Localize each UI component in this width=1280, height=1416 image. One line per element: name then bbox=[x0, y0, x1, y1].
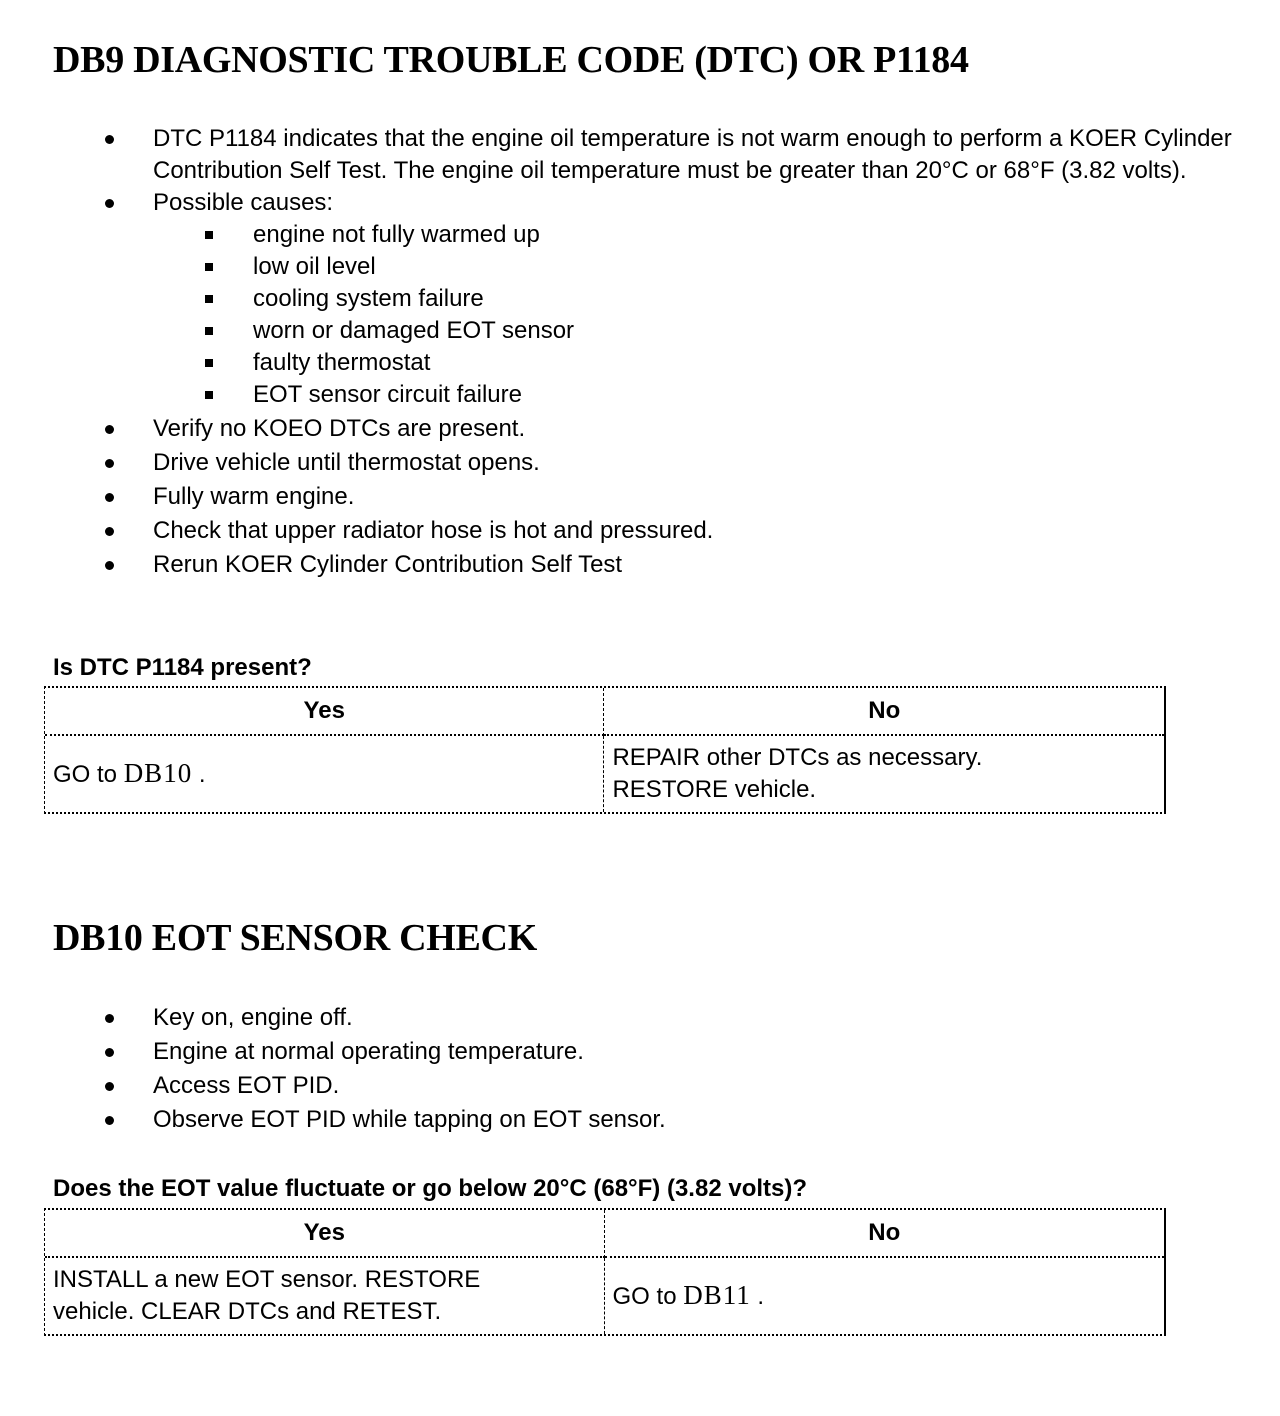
action-line: vehicle. CLEAR DTCs and RETEST. bbox=[53, 1298, 442, 1325]
list-item bbox=[0, 413, 1240, 445]
square-bullet-icon bbox=[205, 359, 213, 367]
db9-steps-list bbox=[0, 123, 1240, 583]
bullet-icon bbox=[105, 1116, 114, 1125]
bullet-icon bbox=[105, 1014, 114, 1023]
sub-list-item bbox=[153, 219, 1240, 251]
list-item bbox=[0, 1104, 1240, 1136]
square-bullet-icon bbox=[205, 391, 213, 399]
goto-link-db10[interactable]: DB10 bbox=[123, 758, 193, 788]
goto-prefix: GO to bbox=[53, 761, 124, 788]
list-item bbox=[0, 123, 1233, 187]
table-header-row bbox=[45, 1210, 1164, 1258]
list-item bbox=[0, 1002, 1240, 1034]
square-bullet-icon bbox=[205, 231, 213, 239]
sub-list-item-text: engine not fully warmed up bbox=[253, 221, 540, 248]
goto-suffix: . bbox=[192, 761, 206, 788]
list-item bbox=[0, 1036, 1240, 1068]
list-item-text: Check that upper radiator hose is hot and pressured. bbox=[153, 517, 714, 544]
list-item-text: Verify no KOEO DTCs are present. bbox=[153, 415, 526, 442]
action-line: RESTORE vehicle. bbox=[612, 776, 817, 803]
bullet-icon bbox=[105, 199, 114, 208]
sub-list-item bbox=[153, 283, 1240, 315]
sub-list-item bbox=[153, 379, 1240, 411]
sub-list-item bbox=[153, 347, 1240, 379]
bullet-icon bbox=[105, 1048, 114, 1057]
sub-list-item bbox=[153, 251, 1240, 283]
bullet-icon bbox=[105, 425, 114, 434]
action-line: REPAIR other DTCs as necessary. bbox=[612, 744, 983, 771]
list-item bbox=[0, 187, 1240, 411]
list-item-text: Access EOT PID. bbox=[153, 1072, 340, 1099]
section-heading-db9: DB9 DIAGNOSTIC TROUBLE CODE (DTC) OR P1184 bbox=[53, 39, 969, 81]
bullet-icon bbox=[105, 561, 114, 570]
question-db9: Is DTC P1184 present? bbox=[53, 654, 312, 681]
list-item-text: DTC P1184 indicates that the engine oil temperature is not warm enough to perform a KOER Cylinder Contribution Self Test. The engine oil temperature must be greater than 20°C or 68°F (3.82 volts). bbox=[153, 125, 1232, 184]
square-bullet-icon bbox=[205, 327, 213, 335]
list-item-text: Drive vehicle until thermostat opens. bbox=[153, 449, 540, 476]
no-column-header: No bbox=[605, 1210, 1164, 1258]
square-bullet-icon bbox=[205, 295, 213, 303]
bullet-icon bbox=[105, 459, 114, 468]
db10-steps-list bbox=[0, 1002, 1240, 1138]
bullet-icon bbox=[105, 527, 114, 536]
bullet-icon bbox=[105, 493, 114, 502]
list-item-text: Fully warm engine. bbox=[153, 483, 355, 510]
list-item bbox=[0, 481, 1240, 513]
db10-yes-no-table bbox=[44, 1208, 1166, 1336]
square-bullet-icon bbox=[205, 263, 213, 271]
no-action-cell bbox=[604, 736, 1164, 812]
sub-list-item bbox=[153, 315, 1240, 347]
sub-list-item-text: faulty thermostat bbox=[253, 349, 431, 376]
goto-suffix: . bbox=[750, 1283, 765, 1310]
list-item bbox=[0, 549, 1240, 581]
bullet-icon bbox=[105, 135, 114, 144]
sub-list-item-text: worn or damaged EOT sensor bbox=[253, 317, 575, 344]
bullet-icon bbox=[105, 1082, 114, 1091]
sub-list-item-text: cooling system failure bbox=[253, 285, 484, 312]
list-item-text: Observe EOT PID while tapping on EOT sensor. bbox=[153, 1106, 666, 1133]
table-header-row bbox=[45, 688, 1164, 736]
table-row bbox=[45, 1258, 1164, 1334]
sub-list-item-text: EOT sensor circuit failure bbox=[253, 381, 522, 408]
db9-yes-no-table bbox=[44, 686, 1166, 814]
yes-action-cell bbox=[45, 1258, 605, 1334]
yes-column-header: Yes bbox=[45, 1210, 605, 1258]
yes-column-header: Yes bbox=[45, 688, 604, 736]
no-action-cell bbox=[605, 1258, 1164, 1334]
list-item bbox=[0, 447, 1240, 479]
list-item bbox=[0, 1070, 1240, 1102]
table-row bbox=[45, 736, 1164, 812]
question-db10: Does the EOT value fluctuate or go below 20°C (68°F) (3.82 volts)? bbox=[53, 1175, 808, 1202]
possible-causes-list bbox=[153, 219, 1240, 411]
action-line: INSTALL a new EOT sensor. RESTORE bbox=[53, 1266, 481, 1293]
list-item-text: Rerun KOER Cylinder Contribution Self Test bbox=[153, 551, 623, 578]
list-item-text: Possible causes: bbox=[153, 189, 334, 216]
sub-list-item-text: low oil level bbox=[253, 253, 376, 280]
no-column-header: No bbox=[604, 688, 1164, 736]
section-heading-db10: DB10 EOT SENSOR CHECK bbox=[53, 917, 537, 959]
list-item-text: Engine at normal operating temperature. bbox=[153, 1038, 584, 1065]
list-item bbox=[0, 515, 1240, 547]
list-item-text: Key on, engine off. bbox=[153, 1004, 353, 1031]
goto-prefix: GO to bbox=[612, 1283, 684, 1310]
yes-action-cell bbox=[45, 736, 604, 812]
goto-link-db11[interactable]: DB11 bbox=[683, 1280, 751, 1310]
